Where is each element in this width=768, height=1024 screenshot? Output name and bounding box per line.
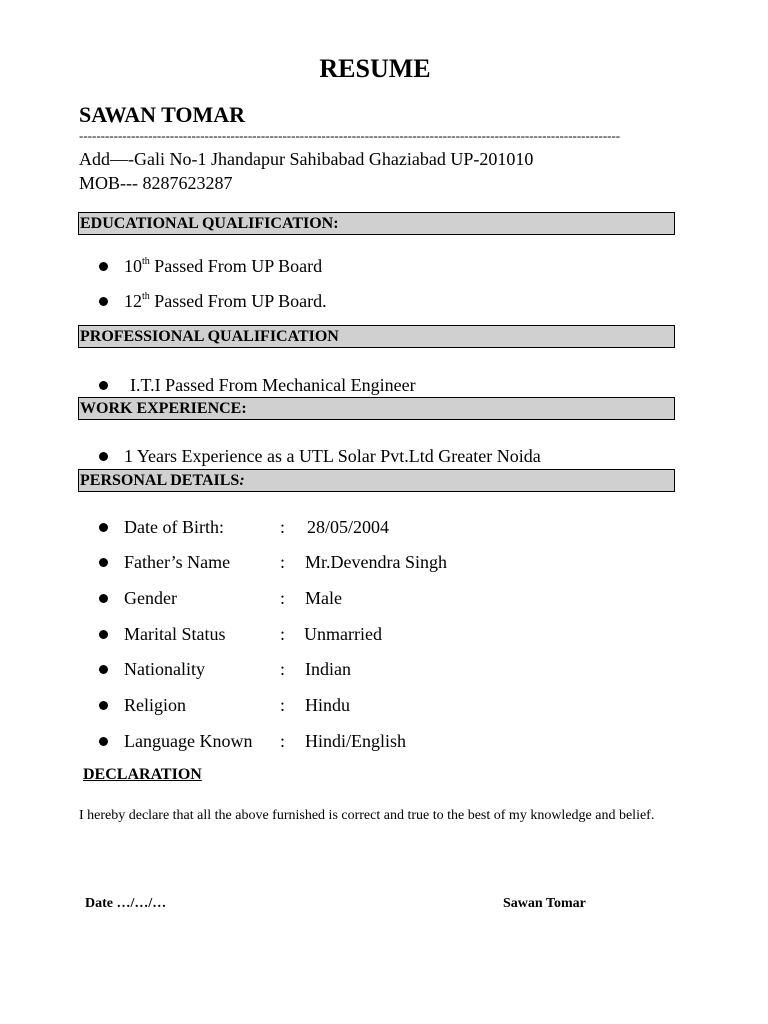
- section-heading-professional: PROFESSIONAL QUALIFICATION: [78, 325, 675, 348]
- bullet-icon: [99, 381, 108, 390]
- signature-name: Sawan Tomar: [503, 896, 586, 911]
- section-heading-education: EDUCATIONAL QUALIFICATION:: [78, 212, 675, 235]
- bullet-icon: [99, 630, 108, 639]
- signature-date: Date …/…/…: [85, 896, 167, 911]
- bullet-icon: [99, 594, 108, 603]
- personal-value: Unmarried: [304, 624, 382, 644]
- personal-colon: :: [280, 517, 286, 537]
- education-item: 12th Passed From UP Board.: [124, 291, 327, 311]
- personal-label: Date of Birth:: [124, 517, 224, 537]
- resume-title: RESUME: [319, 54, 431, 83]
- professional-item: I.T.I Passed From Mechanical Engineer: [130, 375, 416, 395]
- personal-value: Male: [305, 588, 342, 608]
- declaration-heading: DECLARATION: [83, 766, 202, 783]
- personal-value: Hindu: [305, 695, 350, 715]
- address: Add—-Gali No-1 Jhandapur Sahibabad Ghaziabad UP-201010: [79, 149, 534, 169]
- personal-colon: :: [280, 552, 286, 572]
- bullet-icon: [99, 452, 108, 461]
- section-heading-work: WORK EXPERIENCE:: [78, 397, 675, 420]
- bullet-icon: [99, 737, 108, 746]
- separator-line: -----------------------------------------------------------------------------------------------------------------------------: [79, 128, 621, 143]
- personal-label: Nationality: [124, 659, 205, 679]
- personal-colon: :: [280, 588, 286, 608]
- mobile-number: MOB--- 8287623287: [79, 173, 233, 193]
- bullet-icon: [99, 262, 108, 271]
- section-heading-personal: PERSONAL DETAILS:: [78, 469, 675, 492]
- declaration-text: I hereby declare that all the above furnished is correct and true to the best of my knowledge and belief.: [79, 808, 655, 823]
- bullet-icon: [99, 523, 108, 532]
- personal-value: Indian: [305, 659, 351, 679]
- personal-label: Marital Status: [124, 624, 226, 644]
- education-item: 10th Passed From UP Board: [124, 256, 323, 276]
- personal-colon: :: [280, 731, 286, 751]
- work-item: 1 Years Experience as a UTL Solar Pvt.Ltd Greater Noida: [124, 446, 541, 466]
- personal-label: Religion: [124, 695, 186, 715]
- personal-label: Gender: [124, 588, 177, 608]
- personal-value: 28/05/2004: [307, 517, 390, 537]
- personal-colon: :: [280, 695, 286, 715]
- personal-label: Language Known: [124, 731, 253, 751]
- bullet-icon: [99, 665, 108, 674]
- personal-value: Mr.Devendra Singh: [305, 552, 447, 572]
- bullet-icon: [99, 558, 108, 567]
- candidate-name: SAWAN TOMAR: [79, 102, 246, 127]
- bullet-icon: [99, 701, 108, 710]
- personal-colon: :: [280, 624, 286, 644]
- personal-colon: :: [280, 659, 286, 679]
- personal-value: Hindi/English: [305, 731, 407, 751]
- bullet-icon: [99, 297, 108, 306]
- personal-label: Father’s Name: [124, 552, 231, 572]
